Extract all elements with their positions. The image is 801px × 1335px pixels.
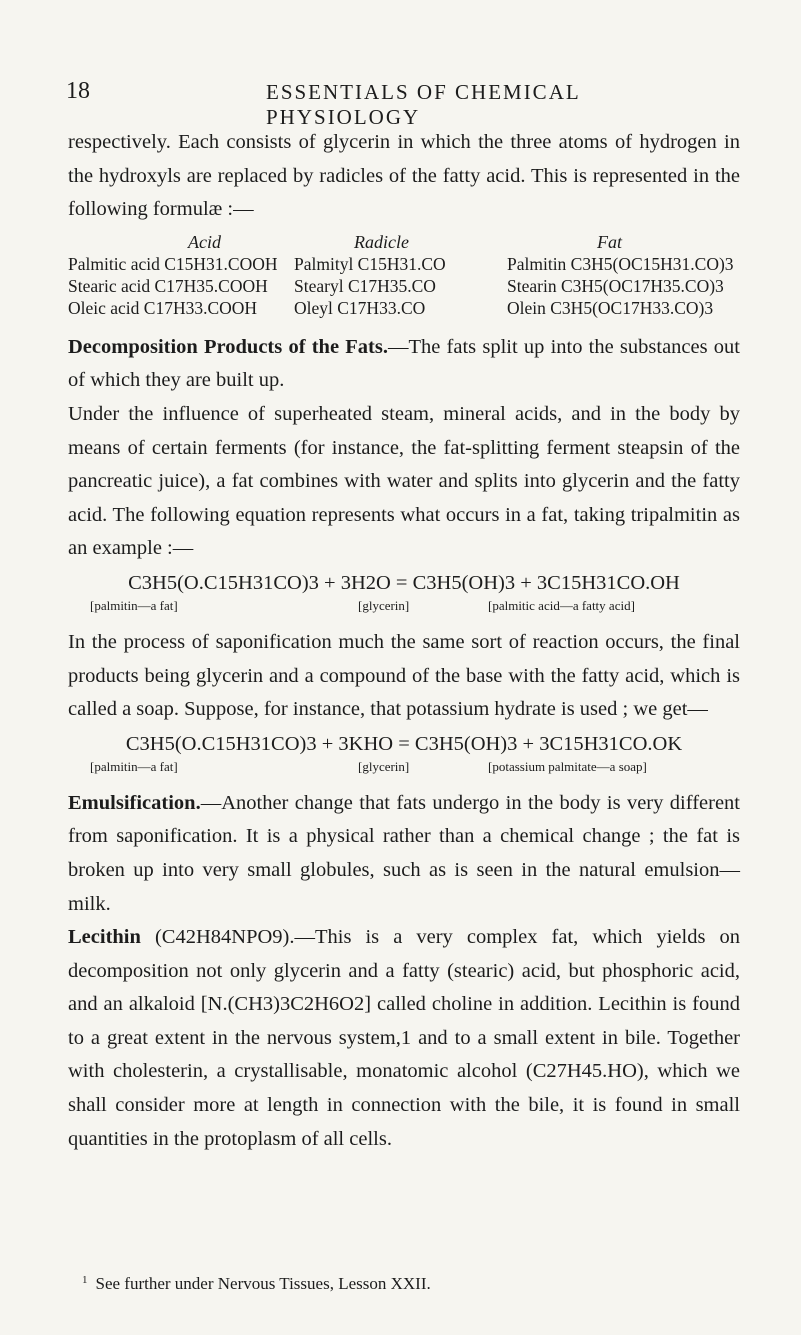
equation-saponification: C3H5(O.C15H31CO)3 + 3KHO = C3H5(OH)3 + 3C15H31CO.OK <box>125 732 683 755</box>
table-row <box>68 253 740 275</box>
page-header <box>66 78 711 129</box>
running-title: ESSENTIALS OF CHEMICAL PHYSIOLOGY <box>266 80 580 129</box>
eq-label: [glycerin] <box>358 758 410 774</box>
footnote <box>68 1274 431 1294</box>
page-number: 18 <box>66 78 90 104</box>
paragraph-decomposition <box>68 331 740 398</box>
acid-cell: Stearic acid C17H35.COOH <box>68 275 268 296</box>
acid-cell: Palmitic acid C15H31.COOH <box>68 253 278 274</box>
formulae-header-row <box>68 231 740 253</box>
footnote-text: See further under Nervous Tissues, Lesson XXII. <box>95 1274 431 1293</box>
emulsification-text: —Another change that fats undergo in the body is very different from saponification. It is a physical rather than a chemical change ; the fat is broken up into very small globules, such as is seen in the natural emulsion—milk. <box>68 791 740 915</box>
header-radicle: Radicle <box>354 231 409 252</box>
equation-saponification-labels <box>68 759 740 775</box>
decomposition-text: —The fats split up into the substances out of which they are built up. <box>68 335 741 392</box>
page-body <box>68 126 740 1156</box>
lecithin-text: (C42H84NPO9).—This is a very complex fat, which yields on decomposition not only glycerin and a fatty (stearic) acid, but phosphoric acid, and an alkaloid [N.(CH3)3C2H6O2] called choline in addition. Lecithin is found to a great extent in the nervous system,1 and to a small extent in bile. Together with cholesterin, a crystallisable, monatomic alcohol (C27H45.HO), which we shall consider more at length in connection with the bile, it is found in small quantities in the protoplasm of all cells. <box>68 926 741 1150</box>
eq-label: [glycerin] <box>358 597 410 613</box>
fat-cell: Stearin C3H5(OC17H35.CO)3 <box>507 275 724 296</box>
paragraph-emulsification <box>68 787 740 921</box>
footnote-mark: 1 <box>82 1274 88 1286</box>
table-row <box>68 275 740 297</box>
radicle-cell: Stearyl C17H35.CO <box>294 275 436 296</box>
paragraph-lecithin <box>68 921 740 1156</box>
eq-label: [potassium palmitate—a soap] <box>488 758 647 774</box>
paragraph-superheated: Under the influence of superheated steam, mineral acids, and in the body by means of certain ferments (for instance, the fat-splitting ferment steapsin of the pancreatic juice), a fat combines with water and splits into glycerin and the fatty acid. The following equation represents what occurs in a fat, taking tripalmitin as an example :— <box>68 402 740 560</box>
header-acid: Acid <box>188 231 221 252</box>
fat-cell: Palmitin C3H5(OC15H31.CO)3 <box>507 253 734 274</box>
equation-hydrolysis: C3H5(O.C15H31CO)3 + 3H2O = C3H5(OH)3 + 3C15H31CO.OH <box>128 571 680 594</box>
radicle-cell: Oleyl C17H33.CO <box>294 297 426 318</box>
eq-label: [palmitin—a fat] <box>90 597 178 613</box>
decomposition-heading: Decomposition Products of the Fats. <box>68 335 388 358</box>
table-row <box>68 297 740 319</box>
radicle-cell: Palmityl C15H31.CO <box>294 253 446 274</box>
paragraph-saponification: In the process of saponification much the same sort of reaction occurs, the final products being glycerin and a compound of the base with the fatty acid, which is called a soap. Suppose, for instance, that potassium hydrate is used ; we get— <box>68 630 740 721</box>
acid-cell: Oleic acid C17H33.COOH <box>68 297 258 318</box>
equation-hydrolysis-labels <box>68 598 740 614</box>
fat-cell: Olein C3H5(OC17H33.CO)3 <box>507 297 714 318</box>
lecithin-heading: Lecithin <box>68 926 141 949</box>
header-fat: Fat <box>597 231 622 252</box>
formulae-table <box>68 231 740 319</box>
eq-label: [palmitin—a fat] <box>90 758 178 774</box>
eq-label: [palmitic acid—a fatty acid] <box>488 597 635 613</box>
emulsification-heading: Emulsification. <box>68 791 201 814</box>
paragraph-intro: respectively. Each consists of glycerin in which the three atoms of hydrogen in the hydroxyls are replaced by radicles of the fatty acid. This is represented in the following formulæ :— <box>68 131 740 221</box>
